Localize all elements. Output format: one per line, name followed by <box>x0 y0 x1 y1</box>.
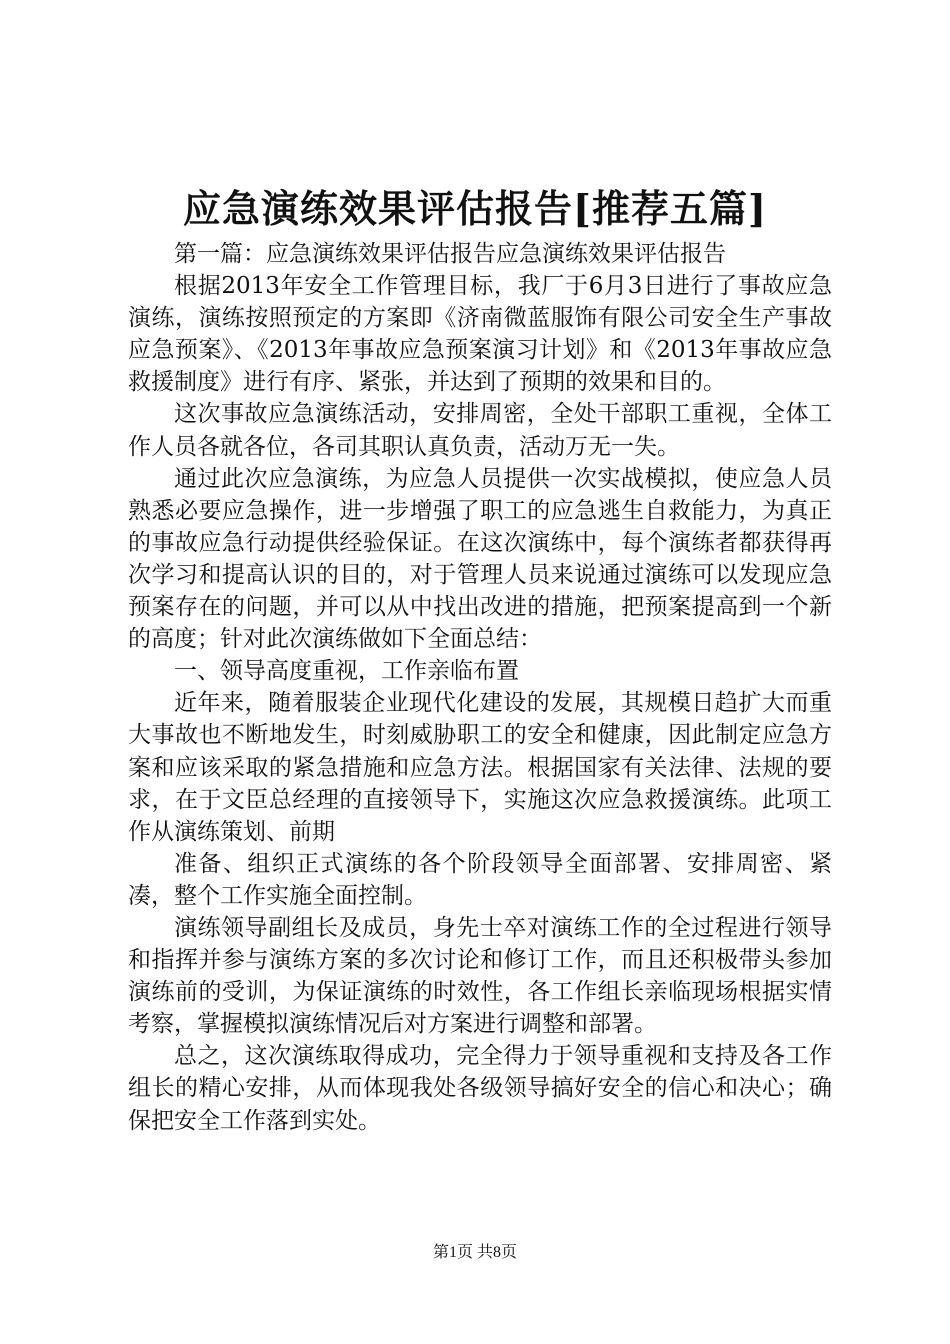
section-heading: 一、领导高度重视，工作亲临布置 <box>174 658 519 685</box>
document-body <box>128 238 832 1137</box>
page-number-footer: 第1页 共8页 <box>432 1244 517 1261</box>
paragraph: 第一篇：应急演练效果评估报告应急演练效果评估报告 <box>174 241 726 267</box>
paragraph: 准备、组织正式演练的各个阶段领导全面部署、安排周密、紧凑，整个工作实施全面控制。 <box>128 850 832 909</box>
paragraph: 近年来，随着服装企业现代化建设的发展，其规模日趋扩大而重大事故也不断地发生，时刻威胁职工的安全和健康，因此制定应急方案和应该采取的紧急措施和应急方法。根据国家有关法律、法规的要求，在于文臣总经理的直接领导下，实施这次应急救援演练。此项工作从演练策划、前期 <box>128 690 832 845</box>
paragraph: 根据2013年安全工作管理目标，我厂于6月3日进行了事故应急演练，演练按照预定的方案即《济南微蓝服饰有限公司安全生产事故应急预案》、《2013年事故应急预案演习计划》和《2013年事故应急救援制度》进行有序、紧张，并达到了预期的效果和目的。 <box>128 273 832 396</box>
paragraph: 演练领导副组长及成员，身先士卒对演练工作的全过程进行领导和指挥并参与演练方案的多次讨论和修订工作，而且还积极带头参加演练前的受训，为保证演练的时效性，各工作组长亲临现场根据实情考察，掌握模拟演练情况后对方案进行调整和部署。 <box>128 914 832 1038</box>
paragraph: 这次事故应急演练活动，安排周密，全处干部职工重视，全体工作人员各就各位，各司其职认真负责，活动万无一失。 <box>128 401 832 460</box>
document-title: 应急演练效果评估报告[推荐五篇] <box>183 186 767 231</box>
paragraph: 总之，这次演练取得成功，完全得力于领导重视和支持及各工作组长的精心安排，从而体现我处各级领导搞好安全的信心和决心；确保把安全工作落到实处。 <box>128 1043 832 1134</box>
paragraph: 通过此次应急演练，为应急人员提供一次实战模拟，使应急人员熟悉必要应急操作，进一步增强了职工的应急逃生自救能力，为真正的事故应急行动提供经验保证。在这次演练中，每个演练者都获得再次学习和提高认识的目的，对于管理人员来说通过演练可以发现应急预案存在的问题，并可以从中找出改进的措施，把预案提高到一个新的高度；针对此次演练做如下全面总结： <box>128 465 832 653</box>
